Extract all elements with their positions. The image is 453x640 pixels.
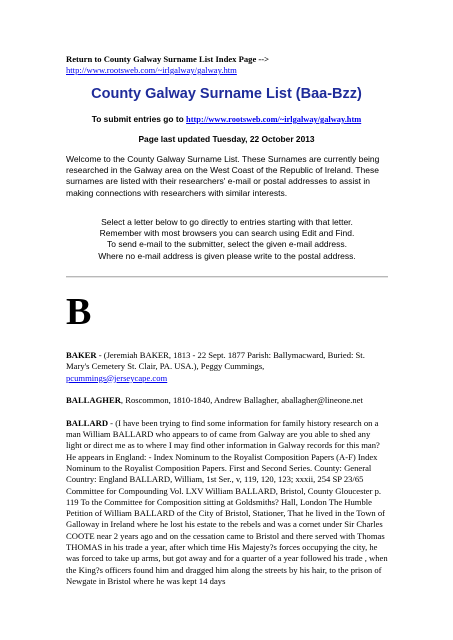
- instruction-line: Where no e-mail address is given please write to the postal address.: [98, 250, 356, 261]
- entry-text: , Roscommon, 1810-1840, Andrew Ballagher, aballagher@lineone.net: [120, 395, 363, 406]
- welcome-paragraph: Welcome to the County Galway Surname List. These Surnames are currently being researched in the Galway area on the West Coast of the Republic of Ireland. These surnames are listed with their researchers' e-mail or postal addresses to assist in making connections with researchers with similar interests.: [66, 154, 380, 198]
- email-link[interactable]: pcummings@jerseycape.com: [66, 372, 168, 383]
- entry-text: - (Jeremiah BAKER, 1813 - 22 Sept. 1877 Parish: Ballymacward, Buried: St. Mary's Cemetery St. Clair, PA. USA.), Peggy Cummings,: [66, 350, 365, 372]
- surname-entries: [66, 350, 388, 599]
- instruction-line: Select a letter below to go directly to entries starting with that letter.: [101, 217, 353, 227]
- last-updated: Page last updated Tuesday, 22 October 2013: [138, 134, 315, 144]
- list-item: [66, 350, 388, 384]
- instruction-line: Remember with most browsers you can search using Edit and Find.: [99, 228, 355, 239]
- instruction-line: To send e-mail to the submitter, select the given e-mail address.: [106, 239, 347, 250]
- instructions: [66, 217, 388, 262]
- surname: BAKER: [66, 350, 97, 360]
- list-item: [66, 395, 388, 406]
- submit-link[interactable]: http://www.rootsweb.com/~irlgalway/galway.htm: [186, 115, 362, 124]
- submit-line: [0, 114, 453, 124]
- list-item: [66, 418, 388, 587]
- return-link-text[interactable]: Return to County Galway Surname List Index Page -->: [66, 54, 270, 64]
- submit-prefix: To submit entries go to: [91, 114, 184, 124]
- page-title: County Galway Surname List (Baa-Bzz): [91, 86, 362, 102]
- return-link-url[interactable]: http://www.rootsweb.com/~irlgalway/galway.htm: [66, 65, 237, 75]
- entry-text: - (I have been trying to find some information for family history research on a man William BALLARD who appears to of came from Galway are you able to shed any light or direct me as to where I may find other information in Galway records for this man? He appears in England: - Index Nominum to the Royalist Composition Papers (A-F) Index Nominum to the Royalist Composition Papers. First and Second Series. County: General Country: England BALLARD, William, 1st Ser., v, 119, 120, 123; xxxii, 254 SP 23/65 Committee for Compounding Vol. LXV William BALLARD, Bristol, County Gloucester p. 119 To the Committee for Composition sitting at Goldsmiths? Hall, London The Humble Petition of William BALLARD of the City of Bristol, Stationer, That he lived in the Town of Galloway in Ireland where he lost his estate to the rebels and was a cornet under Sir Charles COOTE near 2 years ago and on the cessation came to Bristol and there served with Thomas THOMAS in his trade a year, after which time His Majesty?s forces occupying the city, he was forced to take up arms, but got away and for a quarter of a year followed his trade , when the King?s officers found him and dragged him along the streets by his hair, to the prison of Newgate in Bristol where he was kept 14 days: [66, 417, 388, 586]
- surname: BALLAGHER: [66, 395, 121, 406]
- surname: BALLARD: [66, 417, 109, 428]
- horizontal-divider: [66, 276, 388, 278]
- section-letter: B: [66, 291, 92, 333]
